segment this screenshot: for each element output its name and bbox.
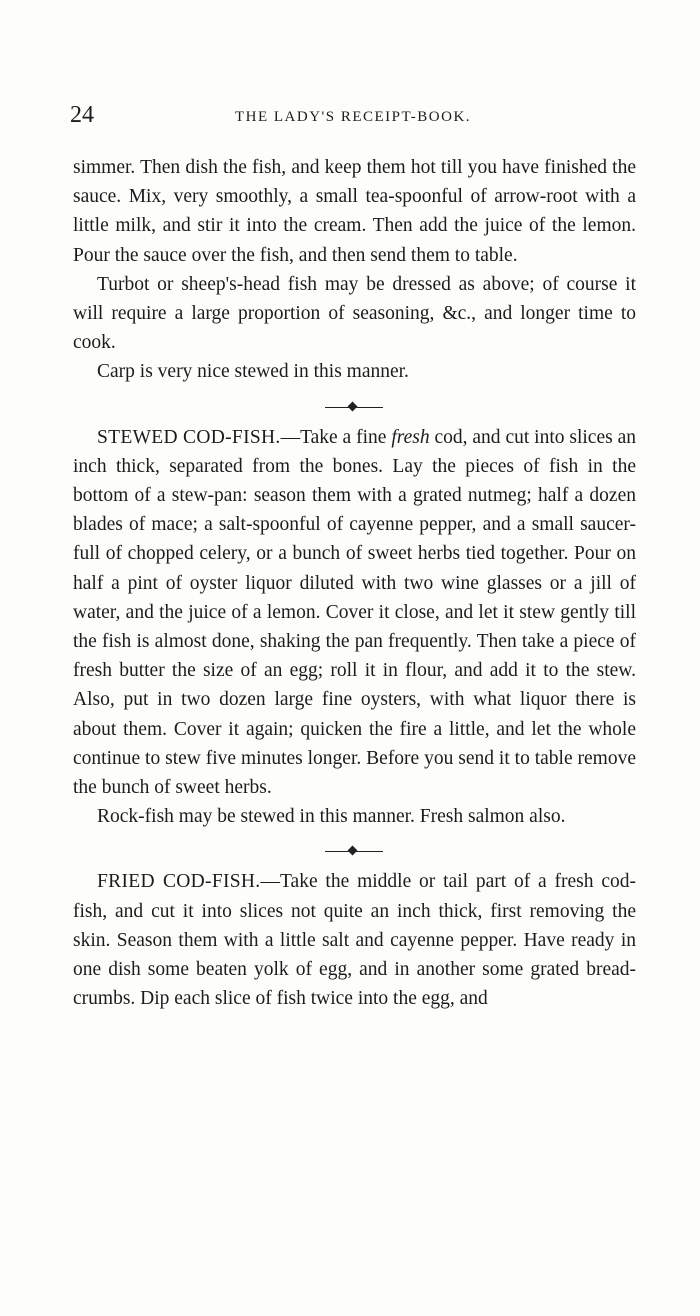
recipe-heading-stewed: STEWED COD-FISH. (97, 426, 281, 448)
divider-ornament-icon (348, 846, 358, 856)
recipe-emphasis: fresh (391, 426, 430, 448)
divider-ornament-icon (348, 401, 358, 411)
page-number: 24 (70, 102, 94, 128)
section-divider (73, 837, 636, 867)
recipe-text-part: —Take the middle or tail part of a fresh cod-fish, and cut it into slices not quite an inch thick, first removing the skin. Season them with a little salt and cayenne pepper. Have ready in one dish some beaten yolk of egg, and in another some grated bread-crumbs. Dip each slice of fish twice into the egg, and (73, 871, 636, 1010)
recipe-heading-fried: FRIED COD-FISH. (97, 871, 261, 893)
paragraph-rock-fish: Rock-fish may be stewed in this manner. Fresh salmon also. (97, 806, 566, 828)
running-head: THE LADY'S RECEIPT-BOOK. (234, 109, 472, 125)
paragraph-turbot: Turbot or sheep's-head fish may be dressed as above; of course it will require a large proportion of seasoning, &c., and longer time to cook. (73, 273, 636, 354)
page-body (73, 153, 636, 1013)
page-header (70, 100, 636, 136)
recipe-text-part: —Take a fine (280, 426, 392, 448)
section-divider (73, 393, 636, 423)
recipe-text-part: cod, and cut into slices an inch thick, separated from the bones. Lay the pieces of fish in the bottom of a stew-pan: season them with a grated nutmeg; half a dozen blades of mace; a salt-spoonful of cayenne pepper, and a small saucer-full of chopped celery, or a bunch of sweet herbs tied together. Pour on half a pint of oyster liquor diluted with two wine glasses or a jill of water, and the juice of a lemon. Cover it close, and let it stew gently till the fish is almost done, shaking the pan frequently. Then take a piece of fresh butter the size of an egg; roll it in flour, and add it to the stew. Also, put in two dozen large fine oysters, with what liquor there is about them. Cover it again; quicken the fire a little, and let the whole continue to stew five minutes longer. Before you send it to table remove the bunch of sweet herbs. (73, 426, 636, 799)
paragraph-simmer: simmer. Then dish the fish, and keep them hot till you have finished the sauce. Mix, very smoothly, a small tea-spoonful of arrow-root with a little milk, and stir it into the cream. Then add the juice of the lemon. Pour the sauce over the fish, and then send them to table. (73, 157, 636, 266)
recipe-stewed-cod-fish (73, 423, 636, 803)
paragraph-carp: Carp is very nice stewed in this manner. (97, 361, 409, 383)
recipe-fried-cod-fish (73, 867, 636, 1013)
